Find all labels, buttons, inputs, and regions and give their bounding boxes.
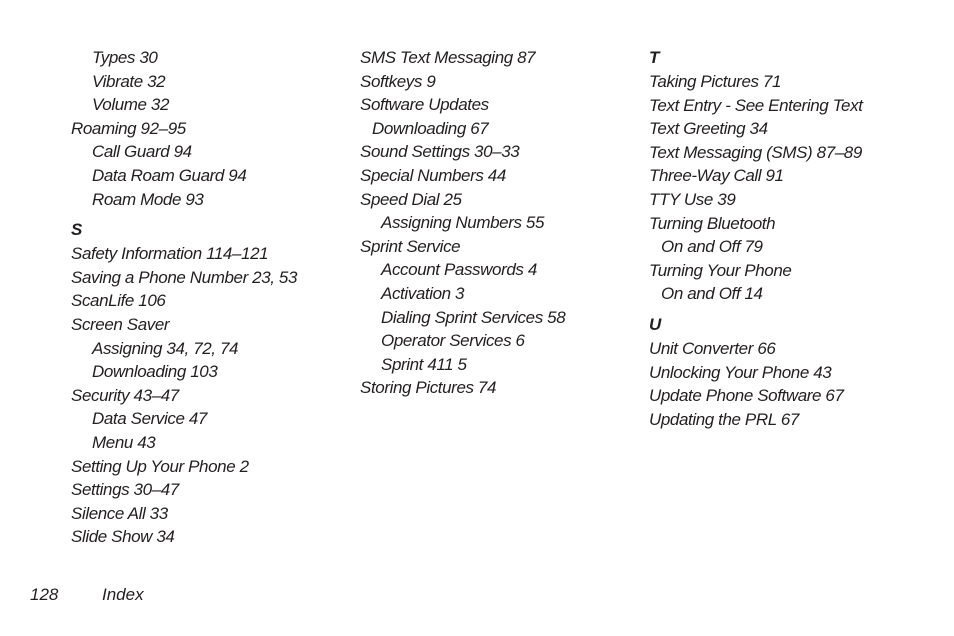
- index-subentry: Operator Services 6: [381, 331, 525, 351]
- index-entry: Three-Way Call 91: [649, 166, 784, 186]
- index-entry: Setting Up Your Phone 2: [71, 456, 249, 476]
- index-entry: Storing Pictures 74: [360, 378, 497, 398]
- index-column-2: [360, 46, 565, 400]
- index-entry: Safety Information 114–121: [71, 244, 269, 264]
- index-subentry: Data Service 47: [92, 409, 207, 429]
- index-entry: Saving a Phone Number 23, 53: [71, 267, 298, 287]
- index-entry: Unlocking Your Phone 43: [649, 362, 832, 382]
- index-entry-continuation: On and Off 79: [661, 237, 763, 257]
- index-entry: Text Entry - See Entering Text: [649, 95, 863, 115]
- index-entry: Taking Pictures 71: [649, 72, 782, 91]
- index-subentry: Assigning 34, 72, 74: [92, 338, 239, 358]
- index-subentry: Downloading 103: [92, 362, 218, 382]
- index-column-3: [649, 46, 863, 431]
- index-entry: Silence All 33: [71, 503, 168, 523]
- index-subentry: Menu 43: [92, 432, 156, 452]
- index-entry-continuation: On and Off 14: [661, 284, 763, 304]
- index-entry: Turning Your Phone: [649, 260, 792, 280]
- index-subentry: Activation 3: [381, 283, 465, 303]
- section-letter: S: [71, 220, 83, 240]
- index-entry: Unit Converter 66: [649, 338, 776, 358]
- section-letter: U: [649, 314, 662, 334]
- index-entry: Text Greeting 34: [649, 119, 768, 139]
- index-entry: TTY Use 39: [649, 189, 736, 209]
- section-letter: T: [649, 48, 660, 67]
- index-subentry: Types 30: [92, 48, 158, 67]
- index-entry: SMS Text Messaging 87: [360, 48, 536, 67]
- index-entry: Roaming 92–95: [71, 118, 186, 138]
- index-entry: Speed Dial 25: [360, 189, 462, 209]
- index-subentry: Call Guard 94: [92, 142, 192, 162]
- page-number: 128: [30, 585, 59, 604]
- index-subentry: Volume 32: [92, 95, 170, 115]
- index-subentry: Assigning Numbers 55: [381, 213, 545, 233]
- index-subentry: Roam Mode 93: [92, 189, 204, 209]
- index-entry: Updating the PRL 67: [649, 409, 799, 429]
- index-subentry: Dialing Sprint Services 58: [381, 307, 566, 327]
- index-entry: Turning Bluetooth: [649, 213, 776, 233]
- index-entry: Softkeys 9: [360, 71, 436, 91]
- index-entry: Update Phone Software 67: [649, 386, 844, 406]
- index-entry: Settings 30–47: [71, 480, 179, 500]
- index-subentry: Account Passwords 4: [381, 260, 537, 280]
- index-entry: Sound Settings 30–33: [360, 142, 520, 162]
- index-entry: Screen Saver: [71, 314, 170, 334]
- index-entry: ScanLife 106: [71, 291, 166, 311]
- index-subentry: Sprint 411 5: [381, 354, 467, 374]
- index-entry: Sprint Service: [360, 236, 461, 256]
- index-entry: Text Messaging (SMS) 87–89: [649, 142, 862, 162]
- index-subentry: Vibrate 32: [92, 71, 166, 91]
- index-entry: Special Numbers 44: [360, 165, 506, 185]
- index-column-1: [71, 46, 297, 549]
- index-entry: Slide Show 34: [71, 527, 175, 547]
- index-entry: Security 43–47: [71, 385, 179, 405]
- section-title: Index: [102, 585, 144, 604]
- index-entry-continuation: Downloading 67: [372, 118, 489, 138]
- index-entry: Software Updates: [360, 95, 489, 115]
- index-subentry: Data Roam Guard 94: [92, 165, 247, 185]
